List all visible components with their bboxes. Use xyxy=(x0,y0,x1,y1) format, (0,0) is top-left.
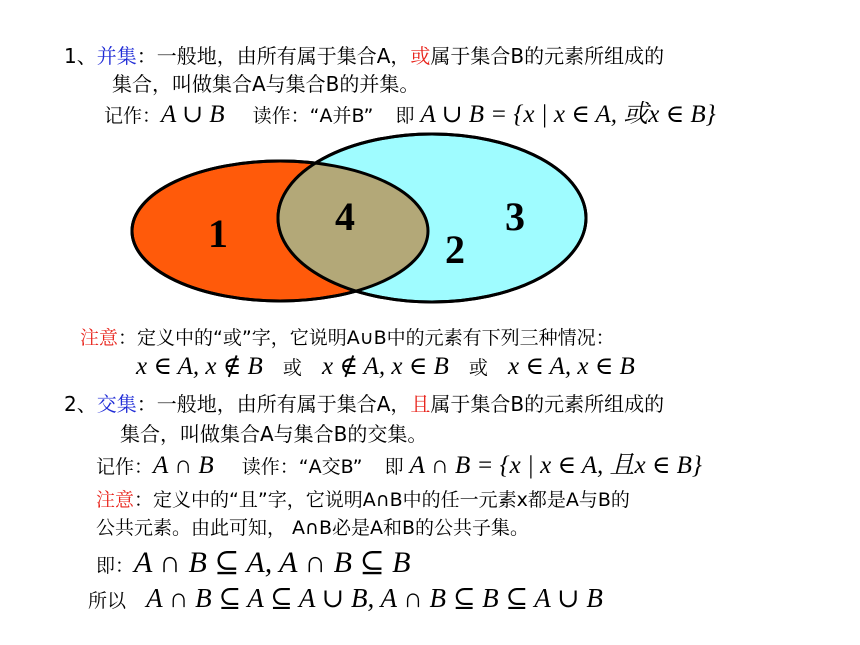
or-keyword: 或 xyxy=(410,44,431,68)
note2-line1 xyxy=(96,488,630,512)
section1-number: 1、 xyxy=(64,44,97,68)
note2-line2 xyxy=(96,516,529,540)
union-read-label: 读作： xyxy=(252,105,310,127)
intersection-notation-line xyxy=(96,451,702,482)
note2-so-formula: A ∩ B ⊆ A ⊆ A ∪ B, A ∩ B ⊆ B ⊆ A ∪ B xyxy=(146,583,603,613)
region-1-label: 1 xyxy=(208,211,228,256)
note2-label: 注意 xyxy=(96,489,135,511)
union-notation-expr: A ∪ B xyxy=(161,101,225,128)
note2-ie-label: 即： xyxy=(96,555,135,577)
note2-ie-line xyxy=(96,546,410,583)
union-ie-label: 即 xyxy=(395,105,415,127)
intersection-formula: A ∩ B = {x | x ∈ A, 且x ∈ B} xyxy=(409,452,702,479)
note2-text-b: 公共元素。由此可知， A∩B必是A和B的公共子集。 xyxy=(96,517,530,539)
intersection-def-b: 属于集合B的元素所组成的 xyxy=(430,392,665,416)
union-notation-label: 记作： xyxy=(104,105,162,127)
intersection-notation-expr: A ∩ B xyxy=(153,452,214,479)
intersection-read-label: 读作： xyxy=(241,456,299,478)
intersection-definition-line1 xyxy=(64,392,664,416)
intersection-def-c: 集合，叫做集合A与集合B的交集。 xyxy=(120,422,428,446)
region-4-label: 4 xyxy=(335,194,355,239)
union-def-a: ：一般地，由所有属于集合A， xyxy=(136,44,411,68)
note2-so-label: 所以 xyxy=(88,590,127,612)
case-sep2: 或 xyxy=(468,357,488,379)
intersection-term: 交集 xyxy=(96,392,137,416)
region-3-label: 3 xyxy=(505,194,525,239)
region-2-label: 2 xyxy=(445,227,465,272)
union-def-b: 属于集合B的元素所组成的 xyxy=(430,44,665,68)
note2-ie-formula: A ∩ B ⊆ A, A ∩ B ⊆ B xyxy=(134,546,411,579)
note1-line xyxy=(80,326,615,350)
section2-number: 2、 xyxy=(64,392,97,416)
note2-text-a: ：定义中的“且”字，它说明A∩B中的任一元素x都是A与B的 xyxy=(134,489,630,511)
union-def-c: 集合，叫做集合A与集合B的并集。 xyxy=(112,72,420,96)
intersection-read-value: “A交B” xyxy=(298,456,363,478)
case2: x ∉ A, x ∈ B xyxy=(322,353,449,380)
case3: x ∈ A, x ∈ B xyxy=(508,353,635,380)
union-term: 并集 xyxy=(96,44,137,68)
note2-so-line xyxy=(88,582,603,617)
intersection-ie-label: 即 xyxy=(384,456,404,478)
union-read-value: “A并B” xyxy=(309,105,374,127)
note1-label: 注意 xyxy=(80,327,119,349)
case-sep1: 或 xyxy=(282,357,302,379)
intersection-notation-label: 记作： xyxy=(96,456,154,478)
note1-cases xyxy=(136,352,635,383)
and-keyword: 且 xyxy=(410,392,431,416)
intersection-def-a: ：一般地，由所有属于集合A， xyxy=(136,392,411,416)
intersection-definition-line2 xyxy=(120,422,427,446)
case1: x ∈ A, x ∉ B xyxy=(136,353,263,380)
union-formula: A ∪ B = {x | x ∈ A, 或x ∈ B} xyxy=(420,101,716,128)
note1-text: ：定义中的“或”字，它说明A∪B中的元素有下列三种情况： xyxy=(118,327,615,349)
